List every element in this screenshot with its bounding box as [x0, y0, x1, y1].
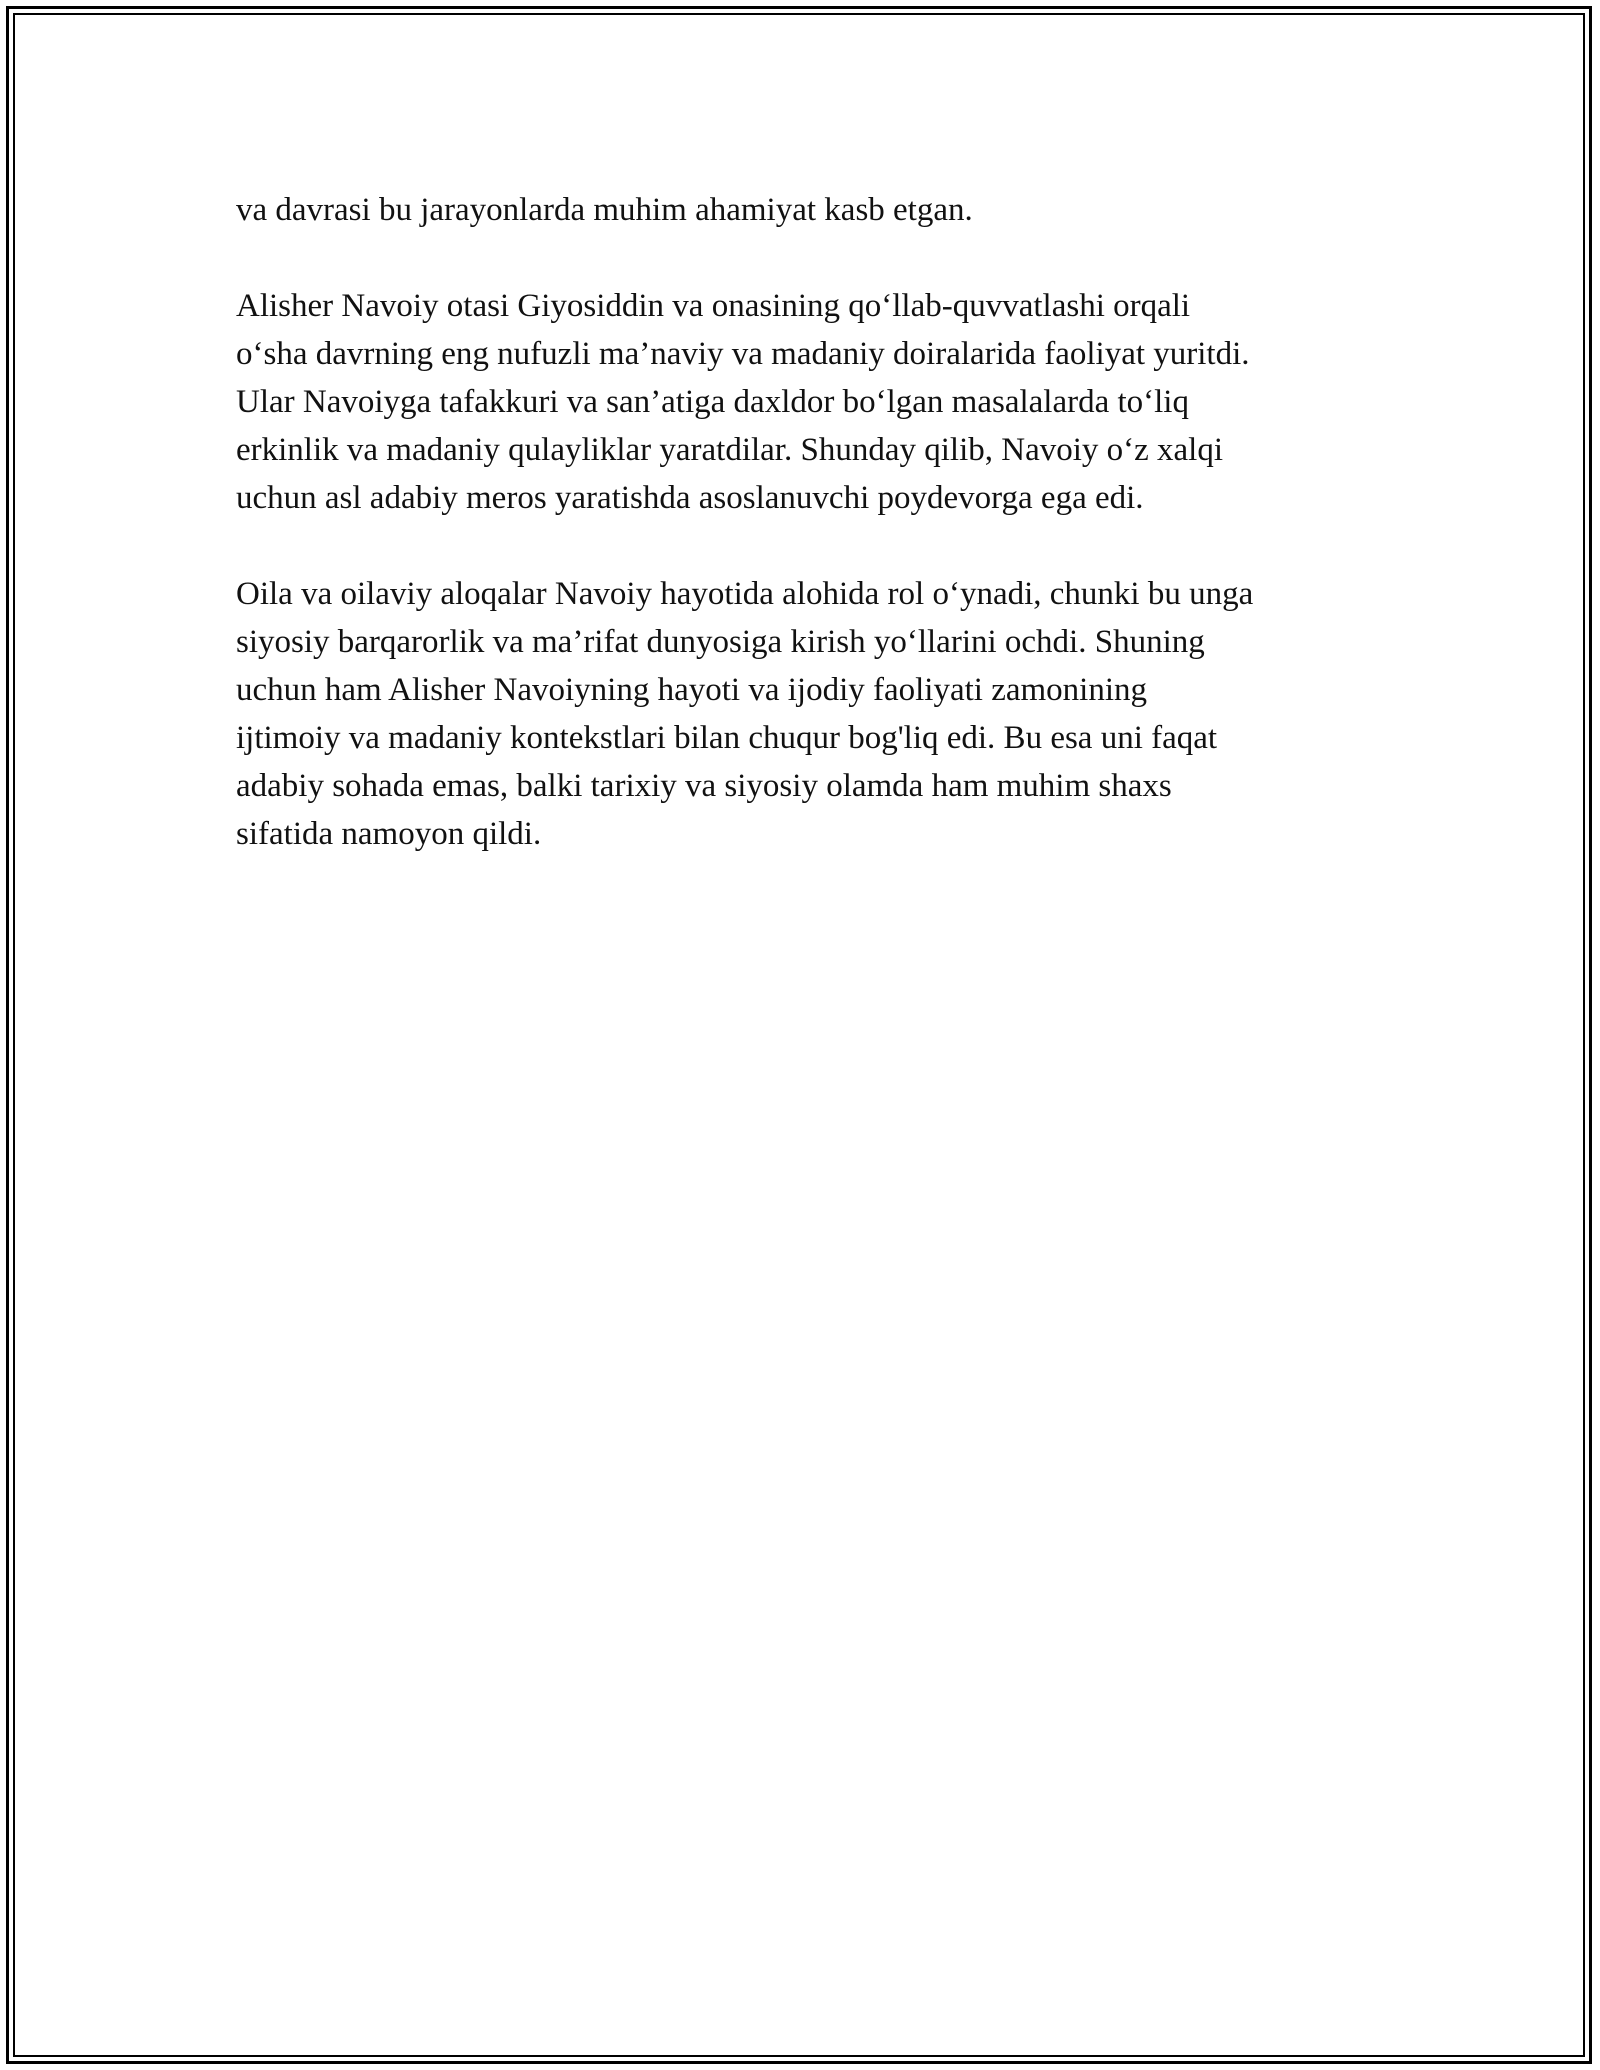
paragraph-1 — [236, 186, 1386, 234]
paragraph-line: erkinlik va madaniy qulayliklar yaratdilar. Shunday qilib, Navoiy o‘z xalqi — [236, 432, 1224, 468]
paragraph-line: uchun asl adabiy meros yaratishda asoslanuvchi poydevorga ega edi. — [236, 480, 1144, 516]
paragraph-line: uchun ham Alisher Navoiyning hayoti va ijodiy faoliyati zamonining — [236, 672, 1147, 708]
paragraph-gap — [236, 522, 1386, 570]
document-body — [236, 186, 1386, 858]
paragraph-line: ijtimoiy va madaniy kontekstlari bilan chuqur bog'liq edi. Bu esa uni faqat — [236, 720, 1218, 756]
paragraph-gap — [236, 234, 1386, 282]
paragraph-line: sifatida namoyon qildi. — [236, 816, 542, 852]
paragraph-line: Ular Navoiyga tafakkuri va san’atiga daxldor bo‘lgan masalalarda to‘liq — [236, 384, 1189, 420]
paragraph-line: va davrasi bu jarayonlarda muhim ahamiyat kasb etgan. — [236, 192, 973, 228]
paragraph-2 — [236, 282, 1386, 522]
paragraph-line: o‘sha davrning eng nufuzli ma’naviy va madaniy doiralarida faoliyat yuritdi. — [236, 336, 1250, 372]
paragraph-line: Alisher Navoiy otasi Giyosiddin va onasining qo‘llab-quvvatlashi orqali — [236, 288, 1191, 324]
paragraph-line: siyosiy barqarorlik va ma’rifat dunyosiga kirish yo‘llarini ochdi. Shuning — [236, 624, 1205, 660]
paragraph-3 — [236, 570, 1386, 858]
paragraph-line: Oila va oilaviy aloqalar Navoiy hayotida alohida rol o‘ynadi, chunki bu unga — [236, 576, 1254, 612]
paragraph-line: adabiy sohada emas, balki tarixiy va siyosiy olamda ham muhim shaxs — [236, 768, 1172, 804]
